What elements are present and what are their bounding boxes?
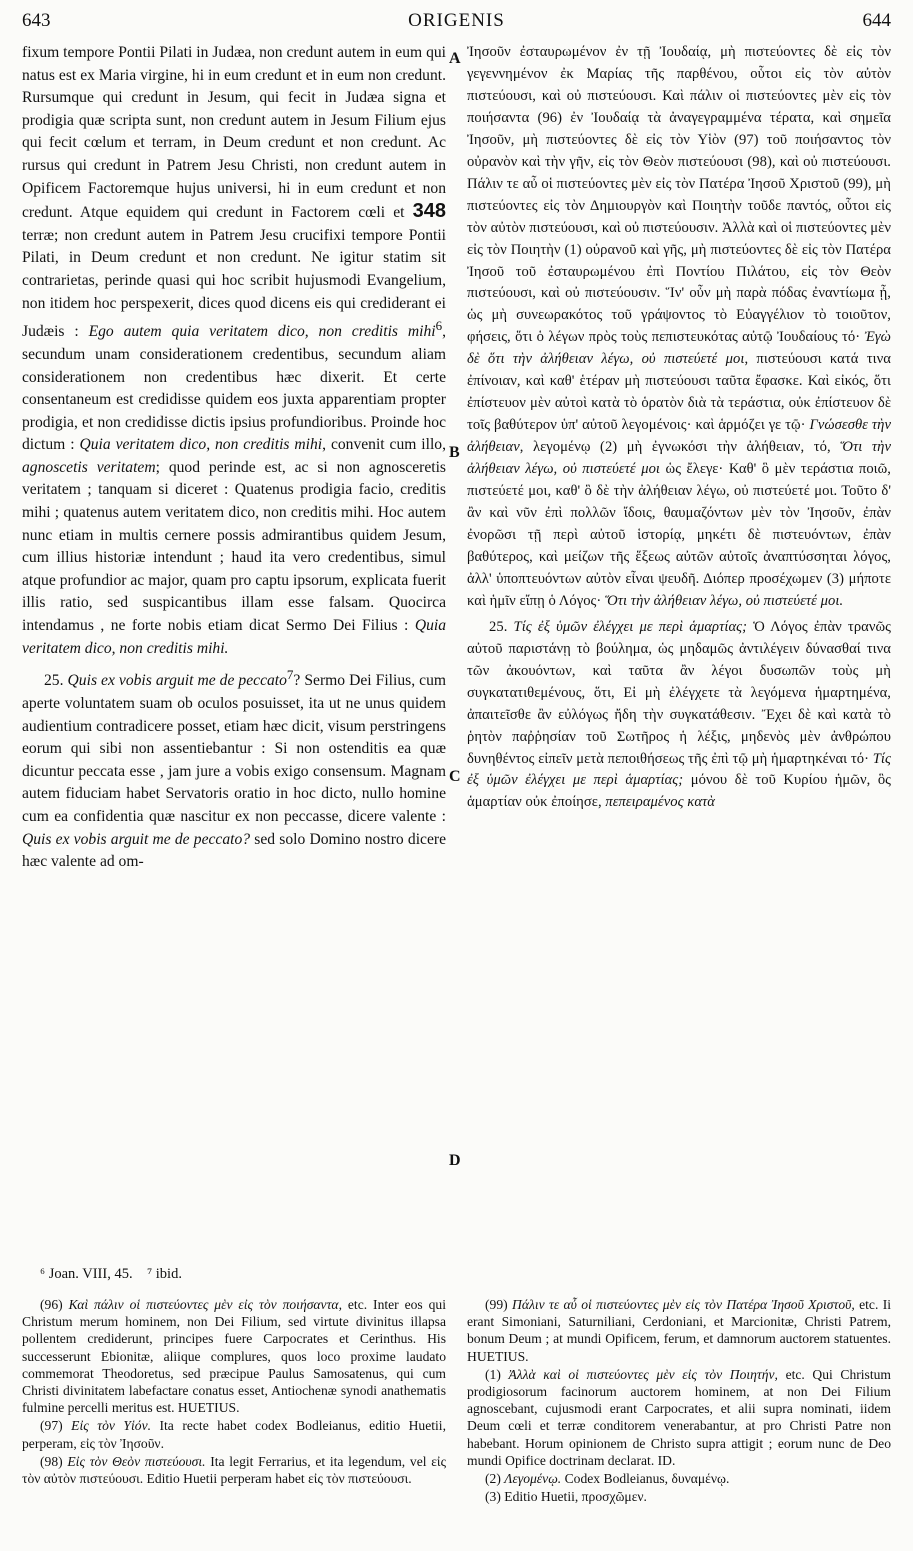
latin-quote: Quis ex vobis arguit me de peccato?: [22, 830, 251, 848]
margin-marker-c: C: [449, 768, 461, 785]
latin-text: terræ; non credunt autem in Patrem Jesu crucifixi tempore Pontii Pilati, in Deum credunt et non credunt. Ne igitur statim sit contrarietas, perinde quasi qui hoc scribit hujusmodi Evangelium, non itidem hoc perspexerit, dices quod dicens eis qui crediderant ei Judæis :: [22, 226, 446, 341]
latin-text: , convenit cum illo,: [322, 436, 446, 454]
greek-text: ὡς ἔλεγε· Καθ' ὃ μὲν τεράστια ποιῶ, πιστεύετέ μοι, καθ' ὃ δὲ τὴν ἀλήθειαν λέγω, οὐ πιστεύετέ μοι. Τοῦτο δ' ἂν καὶ νῦν ἐπὶ πολλῶν ἴδοις, θαυμαζόντων μὲν τὸν Ἰησοῦν, ἐπὰν ἐνορῶσι τῇ περὶ αὐτοῦ ἱστορίᾳ, μηκέτι δὲ πιστευόντων, ἐπὰν βαθύτερος, καὶ μείζων τῆς ἕξεως αὐτῶν αὐτοῖς ἀναπτύσσηται λόγος, ἀλλ' ὑποπτευόντων αὐτὸν εἶναι ψευδῆ. Διόπερ προσέχωμεν (3) μήποτε καὶ ἡμῖν εἴπῃ ὁ Λόγος·: [467, 461, 891, 609]
note-2: [467, 1470, 891, 1487]
margin-marker-a: A: [449, 50, 461, 67]
note-99: [467, 1296, 891, 1365]
section-number: 25.: [44, 672, 64, 690]
note-text: etc. Ii erant Simoniani, Saturniliani, Cerdoniani, et Marcionitæ, Christi Patrem, bonum Deum ; at mundi Opificem, ferum, et damnorum auctorem statuentes.: [467, 1297, 891, 1347]
note-lemma: Καὶ πάλιν οἱ πιστεύοντες μὲν εἰς τὸν ποιήσαντα,: [68, 1297, 342, 1312]
latin-text: ? Sermo Dei Filius, cum aperte voluntatem suam ob oculos posuisset, ita ut ne unus quidem audientium contradicere posset, etiam hæc dicit, visum perstringens eorum qui sibi non assentiebantur : Si non ostenditis ea quæ dicuntur peccata esse , jam jure a vobis exigo consensum. Magnam autem fiduciam habet Servatoris oratio in hoc dicto, nullo homine cum ea confidentia quæ nascitur ex non peccasse, dicere valente :: [22, 672, 446, 825]
greek-text: Ἰησοῦν ἐσταυρωμένον ἐν τῇ Ἰουδαίᾳ, μὴ πιστεύοντες δὲ εἰς τὸν γεγεννημένον ἐκ Μαρίας τῆς παρθένου, οὗτοι εἰς τὸν αὐτὸν πιστεύουσι, καὶ οὐ πιστεύουσι. Καὶ πάλιν οἱ πιστεύοντες μὲν εἰς τὸν ποιήσαντα (96) ἐν Ἰουδαίᾳ τὰ ἀναγεγραμμένα τέρατα, καὶ σημεῖα Ἰησοῦν, μὴ πιστεύοντες δὲ εἰς τὸν Υἱὸν (97) τοῦ ποιήσαντος τὸν οὐρανὸν καὶ τὴν γῆν, εἰς τὸν Θεὸν πιστεύουσι (98), καὶ οὐ πιστεύουσι. Πάλιν τε αὖ οἱ πιστεύοντες μὲν εἰς τὸν Πατέρα Ἰησοῦ Χριστοῦ (99), μὴ πιστεύοντες εἰς τὸν Δημιουργὸν καὶ Ποιητὴν τοῦδε παντός, οὗτοι εἰς τὸν αὐτὸν πιστεύουσι, καὶ οὐ πιστεύουσιν. Ἀλλὰ καὶ οἱ πιστεύοντες μὲν εἰς τὸν Ποιητὴν (1) οὐρανοῦ καὶ γῆς, μὴ πιστεύοντες δὲ εἰς τὸν Πατέρα Ἰησοῦ τοῦ ἐσταυρωμένου ἐπὶ Ποντίου Πιλάτου, εἰς τὸν Θεὸν πιστεύουσι, καὶ οὐ πιστεύουσιν. Ἵν' οὖν μὴ παρὰ πόδας ἐναντίωμα ᾖ, ὡς μὴ συνεωρακότος τοῦ γράψοντος τὸ Εὐαγγέλιον τὸ τοιοῦτον, φήσεις, ὅτι ὁ λέγων πρὸς τοὺς πεπιστευκότας αὐτῷ Ἰουδαίους τό·: [467, 44, 891, 346]
note-label: (99): [485, 1297, 508, 1312]
note-label: (3): [485, 1489, 501, 1505]
note-97: [22, 1417, 446, 1451]
greek-column: [467, 42, 891, 1260]
greek-text: μόνου δὲ τοῦ Κυρίου ἡμῶν, ὃς ἁμαρτίαν οὐκ ἐποίησε,: [467, 772, 891, 811]
latin-quote: agnoscetis veritatem: [22, 458, 156, 476]
latin-quote: Ego autem quia veritatem dico, non creditis mihi: [88, 323, 436, 341]
latin-text: fixum tempore Pontii Pilati in Judæa, non credunt autem in eum qui natus est ex Maria virgine, hi in eum credunt et in eum non credunt. Rursumque qui credunt in Jesum, qui fecit in Judæa signa et prodigia quæ scripta sunt, non credunt autem in Jesum Filium ejus qui fecit cœlum et terram, in Deum credunt et non credunt. Ac rursus qui credunt in Patrem Jesu Christi, non credunt autem in Opificem Factoremque hujus universi, hi in eum credunt et non credunt. Atque equidem qui credunt in Factorem cœli et: [22, 44, 446, 222]
right-page-number: 644: [862, 10, 891, 31]
editorial-notes-left: [22, 1296, 446, 1536]
note-label: (97): [40, 1418, 63, 1434]
note-text: Ita recte habet codex Bodleianus, editio Huetii, perperam, εἰς τὸν Ἰησοῦν.: [22, 1418, 446, 1451]
note-lemma: Λεγομένῳ.: [504, 1471, 562, 1487]
note-1: [467, 1366, 891, 1469]
margin-marker-d: D: [449, 1152, 461, 1169]
latin-column: [22, 42, 446, 1260]
greek-quote: Τίς ἐξ ὑμῶν ἐλέγχει με περὶ ἁμαρτίας;: [467, 750, 891, 789]
note-label: (1): [485, 1366, 501, 1382]
greek-quote: Γνώσεσθε τὴν ἀλήθειαν: [467, 417, 891, 456]
note-label: (96): [40, 1297, 63, 1312]
latin-paragraph-25: [22, 664, 446, 874]
latin-quote: Quia veritatem dico, non creditis mihi.: [22, 617, 446, 657]
note-text: Ita legit Ferrarius, et ita legendum, vel εἰς τὸν αὐτὸν πιστεύουσι. Editio Huetii perperam habet εἰς τὸν πιστεύουσι.: [22, 1453, 446, 1487]
note-98: [22, 1453, 446, 1487]
note-text: Codex Bodleianus, δυναμένῳ.: [564, 1471, 730, 1487]
latin-quote: Quis ex vobis arguit me de peccato: [67, 672, 287, 690]
column-number: 348: [412, 200, 446, 223]
running-header: [22, 10, 891, 40]
greek-quote: Τίς ἐξ ὑμῶν ἐλέγχει με περὶ ἁμαρτίας;: [513, 618, 748, 635]
latin-paragraph-24: [22, 42, 446, 660]
note-text: etc. Qui Christum prodigiosorum facinorum auctorem hominem, at non Dei Filium agnoscebant, cujusmodi erant Carpocrates, et alii supra nominati, iidem Deum cœli et terræ conditorem venerabantur, at pro Christi Patre non habebant. Horum opinionem de Christo supra attigit ; eorum nunc de Deo mundi Opifice doctrinam declarat.: [467, 1366, 891, 1468]
note-3: [467, 1488, 891, 1505]
footnote-text-7: ibid.: [155, 1266, 182, 1282]
footnote-number-6: ⁶: [40, 1266, 46, 1282]
scripture-footnotes: [40, 1266, 182, 1283]
note-text: Editio Huetii, προσχῶμεν.: [504, 1489, 647, 1505]
note-author: HUETIUS.: [177, 1400, 240, 1416]
footnote-ref-6: 6: [435, 318, 443, 334]
note-lemma: Πάλιν τε αὖ οἱ πιστεύοντες μὲν εἰς τὸν Πατέρα Ἰησοῦ Χριστοῦ,: [512, 1297, 855, 1312]
note-author: ID.: [657, 1452, 676, 1468]
note-text: etc. Inter eos qui Christum merum hominem, non Dei Filium, sed virtute divinitus illapsa pollentem crediderunt, principes fuere Carpocrates et Cerinthus. His successerunt Ebionitæ, aliique complures, quos loco proxime laudato commemorat Theodoretus, sed præcipue Paulus Samosatenus, qui cum Christi divinitatem labefactare conatus esset, Antiochenæ synodi anathematis fulmine percelli meritus est.: [22, 1297, 446, 1416]
greek-quote: πεπειραμένος κατὰ: [605, 794, 716, 811]
left-page-number: 643: [22, 10, 51, 31]
footnote-number-7: ⁷: [147, 1266, 153, 1282]
note-lemma: Εἰς τὸν Υἱόν.: [71, 1418, 151, 1434]
greek-quote: Ὅτι τὴν ἀλήθειαν λέγω, οὐ πιστεύετέ μοι.: [605, 592, 844, 609]
margin-marker-b: B: [449, 444, 460, 461]
note-label: (2): [485, 1471, 501, 1487]
running-title: ORIGENIS: [408, 10, 505, 31]
greek-quote: Ἐγὼ δὲ ὅτι τὴν ἀλήθειαν λέγω, οὐ πιστεύετέ μοι: [467, 329, 891, 368]
note-lemma: Ἀλλὰ καὶ οἱ πιστεύοντες μὲν εἰς τὸν Ποιητήν,: [508, 1366, 778, 1382]
footnote-text-6: Joan. VIII, 45.: [48, 1266, 133, 1282]
note-label: (98): [40, 1453, 63, 1469]
editorial-notes-right: [467, 1296, 891, 1536]
footnote-ref-7: 7: [286, 667, 294, 683]
latin-text: ; quod perinde est, ac si non agnosceretis veritatem ; tanquam si diceret : Quatenus prodigia facio, creditis mihi ; quatenus autem veritatem dico, non creditis mihi. Hoc autem nunc etiam in multis cernere possis admirantibus quidem Jesum, cum illius historiæ intendunt ; haud ita vero credentibus, simul atque profundior ac major, quam pro captu ipsorum, explicata fuerit illis ratio, sed suspicantibus illam esse falsam. Quocirca intendamus , ne forte nobis etiam dicat Sermo Dei Filius :: [22, 458, 446, 635]
greek-text: , πιστεύουσι κατά τινα ἐπίνοιαν, καὶ καθ' ἑτέραν μὴ πιστεύουσι ταῦτα ἔφασκε. Καὶ εἰκός, ὅτι ἐπίστευον μὲν αὐτοὶ κατὰ τὸ ὁρατὸν διὰ τὰ τεράστια, οὐκ ἐπίστευον δὲ τοῖς βαθύτερον ὑπ' αὐτοῦ λεγομένοις· καὶ ἁρμόζει γε τῷ·: [467, 351, 891, 434]
note-96: [22, 1296, 446, 1416]
latin-text: sed solo Domino nostro dicere hæc valente ad om-: [22, 830, 446, 871]
note-lemma: Εἰς τὸν Θεὸν πιστεύουσι.: [67, 1453, 206, 1469]
latin-quote: Quia veritatem dico, non creditis mihi: [79, 436, 323, 454]
note-author: HUETIUS.: [467, 1348, 529, 1364]
greek-text: Ὁ Λόγος ἐπὰν τρανῶς αὐτοῦ παριστάνῃ τὸ βούλημα, ὡς μηδαμῶς ἀντιλέγειν δύνασθαί τινα τῶν ἀκουόντων, καὶ ταῦτα ἂν λέγοι δυσωπῶν τοὺς μὴ συγκατατιθεμένους, ὅτι, Εἰ μὴ ἐλέγχετε τὰ λεγόμενα ἡμαρτημένα, ἀπαιτεῖσθε ἂν εὐλόγως ἤδη τὴν συγκατάθεσιν. Ἔχει δὲ καὶ κατὰ τὸ ῥητὸν παῤῥησίαν τοῦ Σωτῆρος ἡ λέξις, μηδενὸς μὲν ἀνθρώπου δυνηθέντος εἰπεῖν μετὰ πεποιθήσεως τῆς ἐπὶ τῷ μὴ ἡμαρτηκέναι τό·: [467, 618, 891, 767]
section-number: 25.: [489, 618, 508, 635]
greek-paragraph-25: [467, 617, 891, 815]
latin-text: , secundum unam considerationem credentibus, secundum aliam considerationem non credentibus hæc dixerit. Et certe consentaneum est credidisse quidem eos juxta apparentiam propter prodigia, et non credidisse dictis ipsius profundioribus. Proinde hoc dictum :: [22, 323, 446, 454]
greek-quote: Ὅτι τὴν ἀλήθειαν λέγω, οὐ πιστεύετέ μοι: [467, 439, 891, 478]
greek-text: , λεγομένῳ (2) μὴ ἐγνωκόσι τὴν ἀλήθειαν, τό,: [519, 439, 831, 456]
greek-paragraph-24: [467, 42, 891, 613]
